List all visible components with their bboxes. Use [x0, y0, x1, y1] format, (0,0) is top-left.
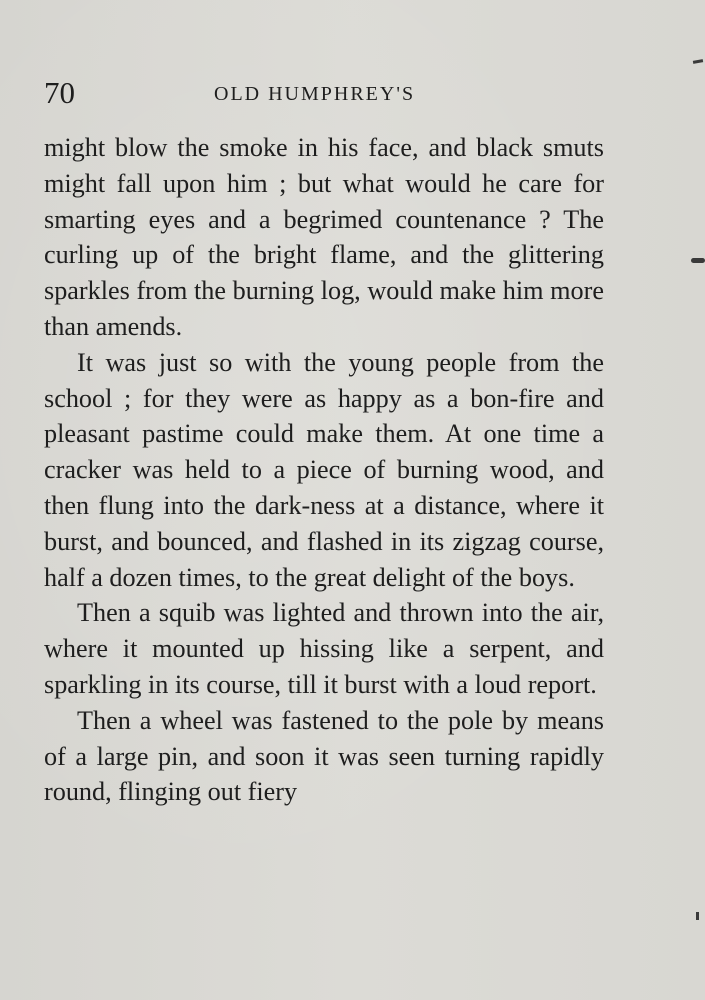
paragraph-squib: Then a squib was lighted and thrown into the air, where it mounted up hissing like a serpent, and sparkling in its course, till it burst with a loud report.: [44, 598, 604, 699]
paragraph-continuation: might blow the smoke in his face, and black smuts might fall upon him ; but what would he care for smarting eyes and a begrimed countenance ? The curling up of the bright flame, and the glittering sparkles from the burning log, would make him more than amends.: [44, 133, 604, 341]
body-text: [44, 130, 604, 810]
edge-mark-bottom: [696, 912, 699, 920]
page-number: 70: [44, 75, 75, 110]
edge-mark-top: [693, 59, 703, 64]
page-header: [44, 76, 645, 110]
paragraph-young-people: It was just so with the young people from the school ; for they were as happy as a bon-fire and pleasant pastime could make them. At one time a cracker was held to a piece of burning wood, and then flung into the dark-ness at a distance, where it burst, and bounced, and flashed in its zigzag course, half a dozen times, to the great delight of the boys.: [44, 347, 604, 592]
running-title: OLD HUMPHREY'S: [214, 83, 416, 105]
edge-mark-middle: [691, 258, 705, 263]
paragraph-wheel: Then a wheel was fastened to the pole by means of a large pin, and soon it was seen turning rapidly round, flinging out fiery: [44, 705, 604, 807]
